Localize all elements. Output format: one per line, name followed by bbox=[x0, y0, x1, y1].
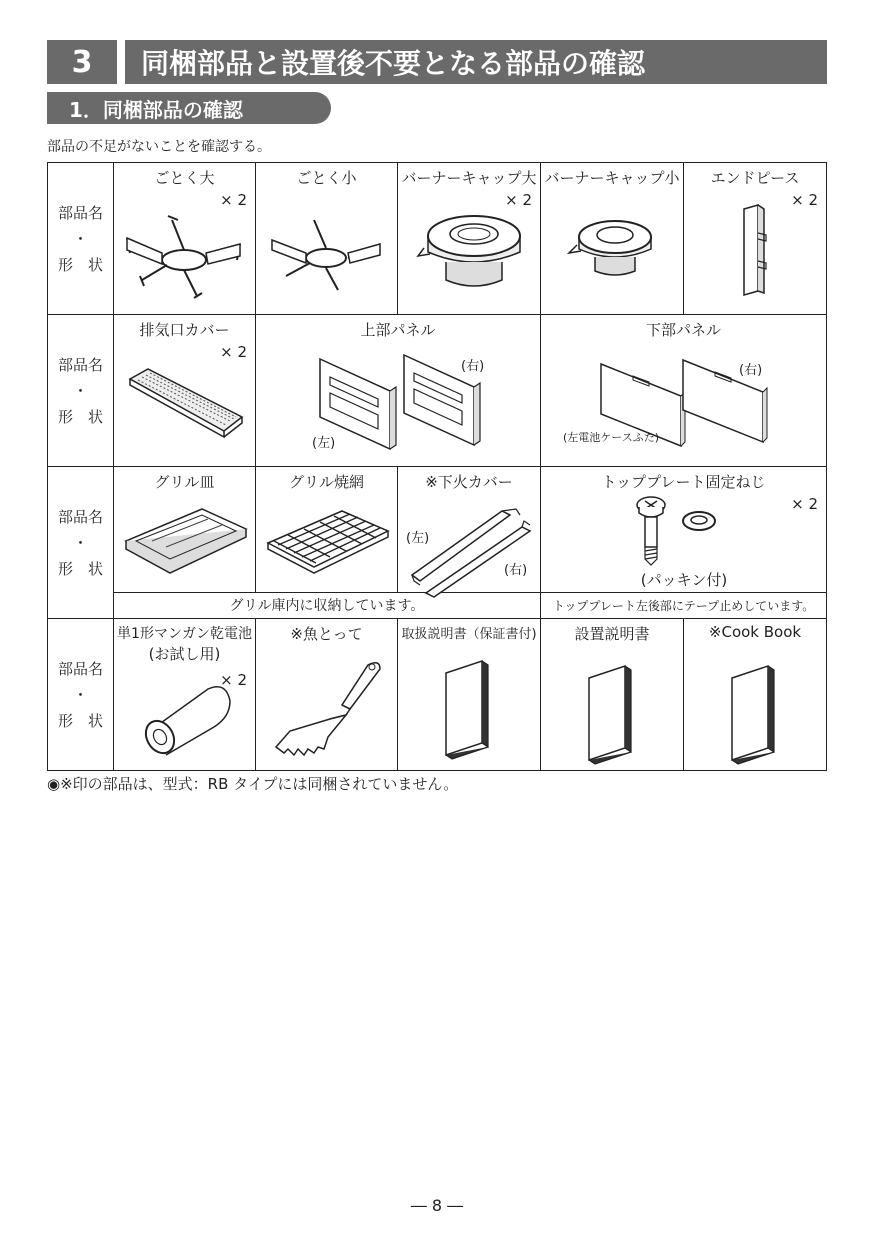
part-qty: × 2 bbox=[220, 343, 247, 361]
right-label: (右) bbox=[504, 563, 528, 578]
part-qty: × 2 bbox=[791, 495, 818, 513]
screw-storage-note: トッププレート左後部にテープ止めしています。 bbox=[552, 598, 815, 613]
part-name: ごとく小 bbox=[296, 169, 357, 187]
row-label-shape: 形 状 bbox=[57, 255, 103, 274]
subsection-title: 1．同梱部品の確認 bbox=[47, 92, 331, 124]
part-grill-dish bbox=[114, 467, 256, 593]
row-label-name: 部品名 bbox=[57, 203, 103, 222]
part-name: 排気口カバー bbox=[139, 321, 230, 339]
part-upper-panel bbox=[256, 315, 541, 467]
part-burner-cap-small bbox=[541, 163, 684, 315]
trivet-small-illustration bbox=[268, 208, 388, 293]
part-sub-label: (お試し用) bbox=[148, 645, 221, 663]
part-top-plate-screw bbox=[541, 467, 827, 593]
install-manual-illustration bbox=[587, 664, 637, 764]
part-end-piece bbox=[684, 163, 827, 315]
part-name: 単1形マンガン乾電池 bbox=[117, 626, 252, 642]
part-qty: × 2 bbox=[220, 191, 247, 209]
row-label-name: 部品名 bbox=[57, 507, 103, 526]
part-qty: × 2 bbox=[791, 191, 818, 209]
row-label-dot: ・ bbox=[72, 533, 88, 552]
part-exhaust-cover bbox=[114, 315, 256, 467]
section-number: 3 bbox=[47, 40, 117, 84]
end-piece-illustration bbox=[736, 203, 776, 298]
part-grill-net bbox=[256, 467, 398, 593]
screw-illustration bbox=[633, 495, 723, 567]
part-lower-panel bbox=[541, 315, 827, 467]
cookbook-illustration bbox=[730, 664, 780, 764]
footnote: ◉※印の部品は、型式：RB タイプには同梱されていません。 bbox=[47, 775, 459, 793]
burner-cap-large-illustration bbox=[424, 208, 524, 293]
intro-text: 部品の不足がないことを確認する。 bbox=[47, 139, 271, 155]
part-gotoku-large bbox=[114, 163, 256, 315]
right-label: (右) bbox=[461, 359, 485, 374]
part-battery bbox=[114, 619, 256, 771]
table-row bbox=[48, 467, 827, 593]
page-number: ― 8 ― bbox=[410, 1196, 464, 1215]
part-lower-fire-cover bbox=[398, 467, 541, 593]
part-name: ※Cook Book bbox=[708, 623, 802, 641]
row-label-name: 部品名 bbox=[57, 355, 103, 374]
row-label-shape: 形 状 bbox=[57, 407, 103, 426]
table-row bbox=[48, 315, 827, 467]
part-cookbook bbox=[684, 619, 827, 771]
battery-illustration bbox=[142, 681, 234, 756]
part-qty: × 2 bbox=[505, 191, 532, 209]
row-label-dot: ・ bbox=[72, 685, 88, 704]
fish-tongs-illustration bbox=[270, 659, 385, 759]
part-name: トッププレート固定ねじ bbox=[601, 473, 766, 491]
screw-storage-note-cell bbox=[541, 593, 827, 619]
grill-net-illustration bbox=[264, 505, 392, 580]
trivet-large-illustration bbox=[122, 208, 248, 298]
grill-dish-illustration bbox=[122, 501, 250, 581]
burner-cap-small-illustration bbox=[575, 213, 655, 283]
exhaust-cover-illustration bbox=[126, 365, 246, 440]
screw-sub-label: (パッキン付) bbox=[640, 571, 728, 589]
row-label-shape: 形 状 bbox=[57, 559, 103, 578]
part-name: エンドピース bbox=[710, 169, 800, 187]
section-title: 同梱部品と設置後不要となる部品の確認 bbox=[125, 40, 827, 84]
lower-fire-cover-illustration bbox=[406, 505, 536, 595]
row-label bbox=[48, 467, 114, 619]
part-qty: × 2 bbox=[220, 671, 247, 689]
row-label-name: 部品名 bbox=[57, 659, 103, 678]
table-row bbox=[48, 619, 827, 771]
row-label bbox=[48, 315, 114, 467]
section-header bbox=[47, 40, 827, 84]
part-name: グリル皿 bbox=[154, 473, 215, 491]
part-fish-tongs bbox=[256, 619, 398, 771]
part-name: ※魚とって bbox=[290, 625, 363, 643]
right-label: (右) bbox=[739, 363, 763, 378]
row-label bbox=[48, 619, 114, 771]
row-label-dot: ・ bbox=[72, 229, 88, 248]
grill-storage-note: グリル庫内に収納しています。 bbox=[229, 597, 425, 614]
part-name: 下部パネル bbox=[645, 321, 721, 339]
part-name: バーナーキャップ大 bbox=[401, 169, 537, 187]
manual-illustration bbox=[444, 659, 494, 759]
part-gotoku-small bbox=[256, 163, 398, 315]
left-label: (左電池ケースふた) bbox=[563, 431, 660, 444]
row-label bbox=[48, 163, 114, 315]
left-label: (左) bbox=[406, 531, 430, 546]
parts-table bbox=[47, 162, 827, 771]
table-row bbox=[48, 163, 827, 315]
part-name: バーナーキャップ小 bbox=[544, 169, 680, 187]
left-label: (左) bbox=[312, 436, 336, 451]
part-name: 設置説明書 bbox=[574, 625, 650, 643]
part-install-manual bbox=[541, 619, 684, 771]
part-name: 上部パネル bbox=[360, 321, 436, 339]
row-label-shape: 形 状 bbox=[57, 711, 103, 730]
part-burner-cap-large bbox=[398, 163, 541, 315]
part-name: ※下火カバー bbox=[425, 473, 513, 491]
part-name: ごとく大 bbox=[154, 169, 215, 187]
part-name: グリル焼網 bbox=[288, 473, 364, 491]
part-manual bbox=[398, 619, 541, 771]
part-name: 取扱説明書（保証書付) bbox=[401, 627, 537, 642]
row-label-dot: ・ bbox=[72, 381, 88, 400]
grill-storage-note-cell bbox=[114, 593, 541, 619]
table-row bbox=[48, 593, 827, 619]
